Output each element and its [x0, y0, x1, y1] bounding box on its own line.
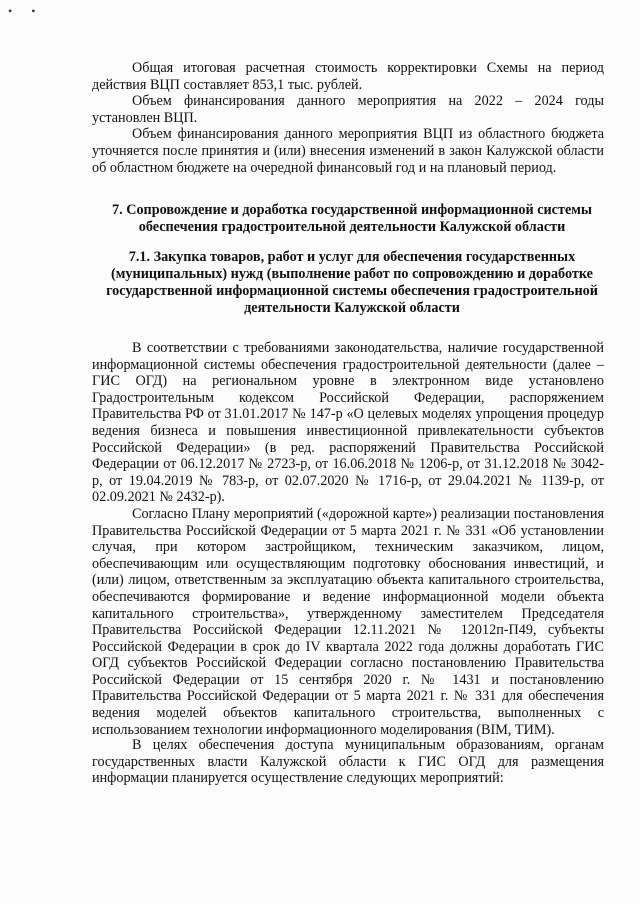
closing-section — [92, 737, 604, 787]
paragraph-roadmap: Согласно Плану мероприятий («дорожной карте») реализации постановления Правительства Российской Федерации от 5 марта 2021 г. № 331 «Об установлении случая, при котором застройщиком, техническим заказчиком, лицом, обеспечивающим или осуществляющим подготовку обоснования инвестиций, и (или) лицом, ответственным за эксплуатацию объекта капитального строительства, обеспечиваются формирование и ведение информационной модели объекта капитального строительства», утвержденному заместителем Председателя Правительства Российской Федерации 12.11.2021 № 12012п-П49, субъекты Российской Федерации в срок до IV квартала 2022 года должны доработать ГИС ОГД субъектов Российской Федерации согласно постановлению Правительства Российской Федерации от 15 сентября 2020 г. № 1431 и постановлению Правительства Российской Федерации от 5 марта 2021 г. № 331 для обеспечения ведения моделей объектов капитального строительства, выполненных с использованием технологии информационного моделирования (BIM, ТИМ). — [92, 505, 604, 738]
intro-section — [92, 60, 604, 176]
paragraph-regional-budget: Объем финансирования данного мероприятия ВЦП из областного бюджета уточняется после принятия и (или) внесения изменений в закон Калужской области об областном бюджете на очередной финансовый год и на плановый период. — [92, 126, 604, 176]
scan-corner-marks: • • — [8, 4, 44, 18]
section-heading: 7. Сопровождение и доработка государственной информационной системы обеспечения градостроительной деятельности Калужской области — [112, 202, 592, 235]
main-body-section — [92, 340, 604, 738]
paragraph-funding-2022-2024: Объем финансирования данного мероприятия на 2022 – 2024 годы установлен ВЦП. — [92, 93, 604, 126]
subsection-heading: 7.1. Закупка товаров, работ и услуг для обеспечения государственных (муниципальных) нужд (выполнение работ по сопровождению и доработке государственной информационной системы обеспечения градостроительной деятельности Калужской области — [106, 249, 598, 316]
paragraph-total-cost: Общая итоговая расчетная стоимость корректировки Схемы на период действия ВЦП составляет 853,1 тыс. рублей. — [92, 60, 604, 93]
paragraph-planned-measures: В целях обеспечения доступа муниципальным образованиям, органам государственных власти Калужской области к ГИС ОГД для размещения информации планируется осуществление следующих мероприятий: — [92, 737, 604, 787]
paragraph-legislation: В соответствии с требованиями законодательства, наличие государственной информационной системы обеспечения градостроительной деятельности (далее – ГИС ОГД) на региональном уровне в электронном виде установлено Градостроительным кодексом Российской Федерации, распоряжением Правительства РФ от 31.01.2017 № 147-р «О целевых моделях упрощения процедур ведения бизнеса и повышения инвестиционной привлекательности субъектов Российской Федерации» (в ред. распоряжений Правительства Российской Федерации от 06.12.2017 № 2723-р, от 16.06.2018 № 1206-р, от 31.12.2018 № 3042-р, от 19.04.2019 № 783-р, от 02.07.2020 № 1716-р, от 29.04.2021 № 1139-р, от 02.09.2021 № 2432-р). — [92, 340, 604, 506]
